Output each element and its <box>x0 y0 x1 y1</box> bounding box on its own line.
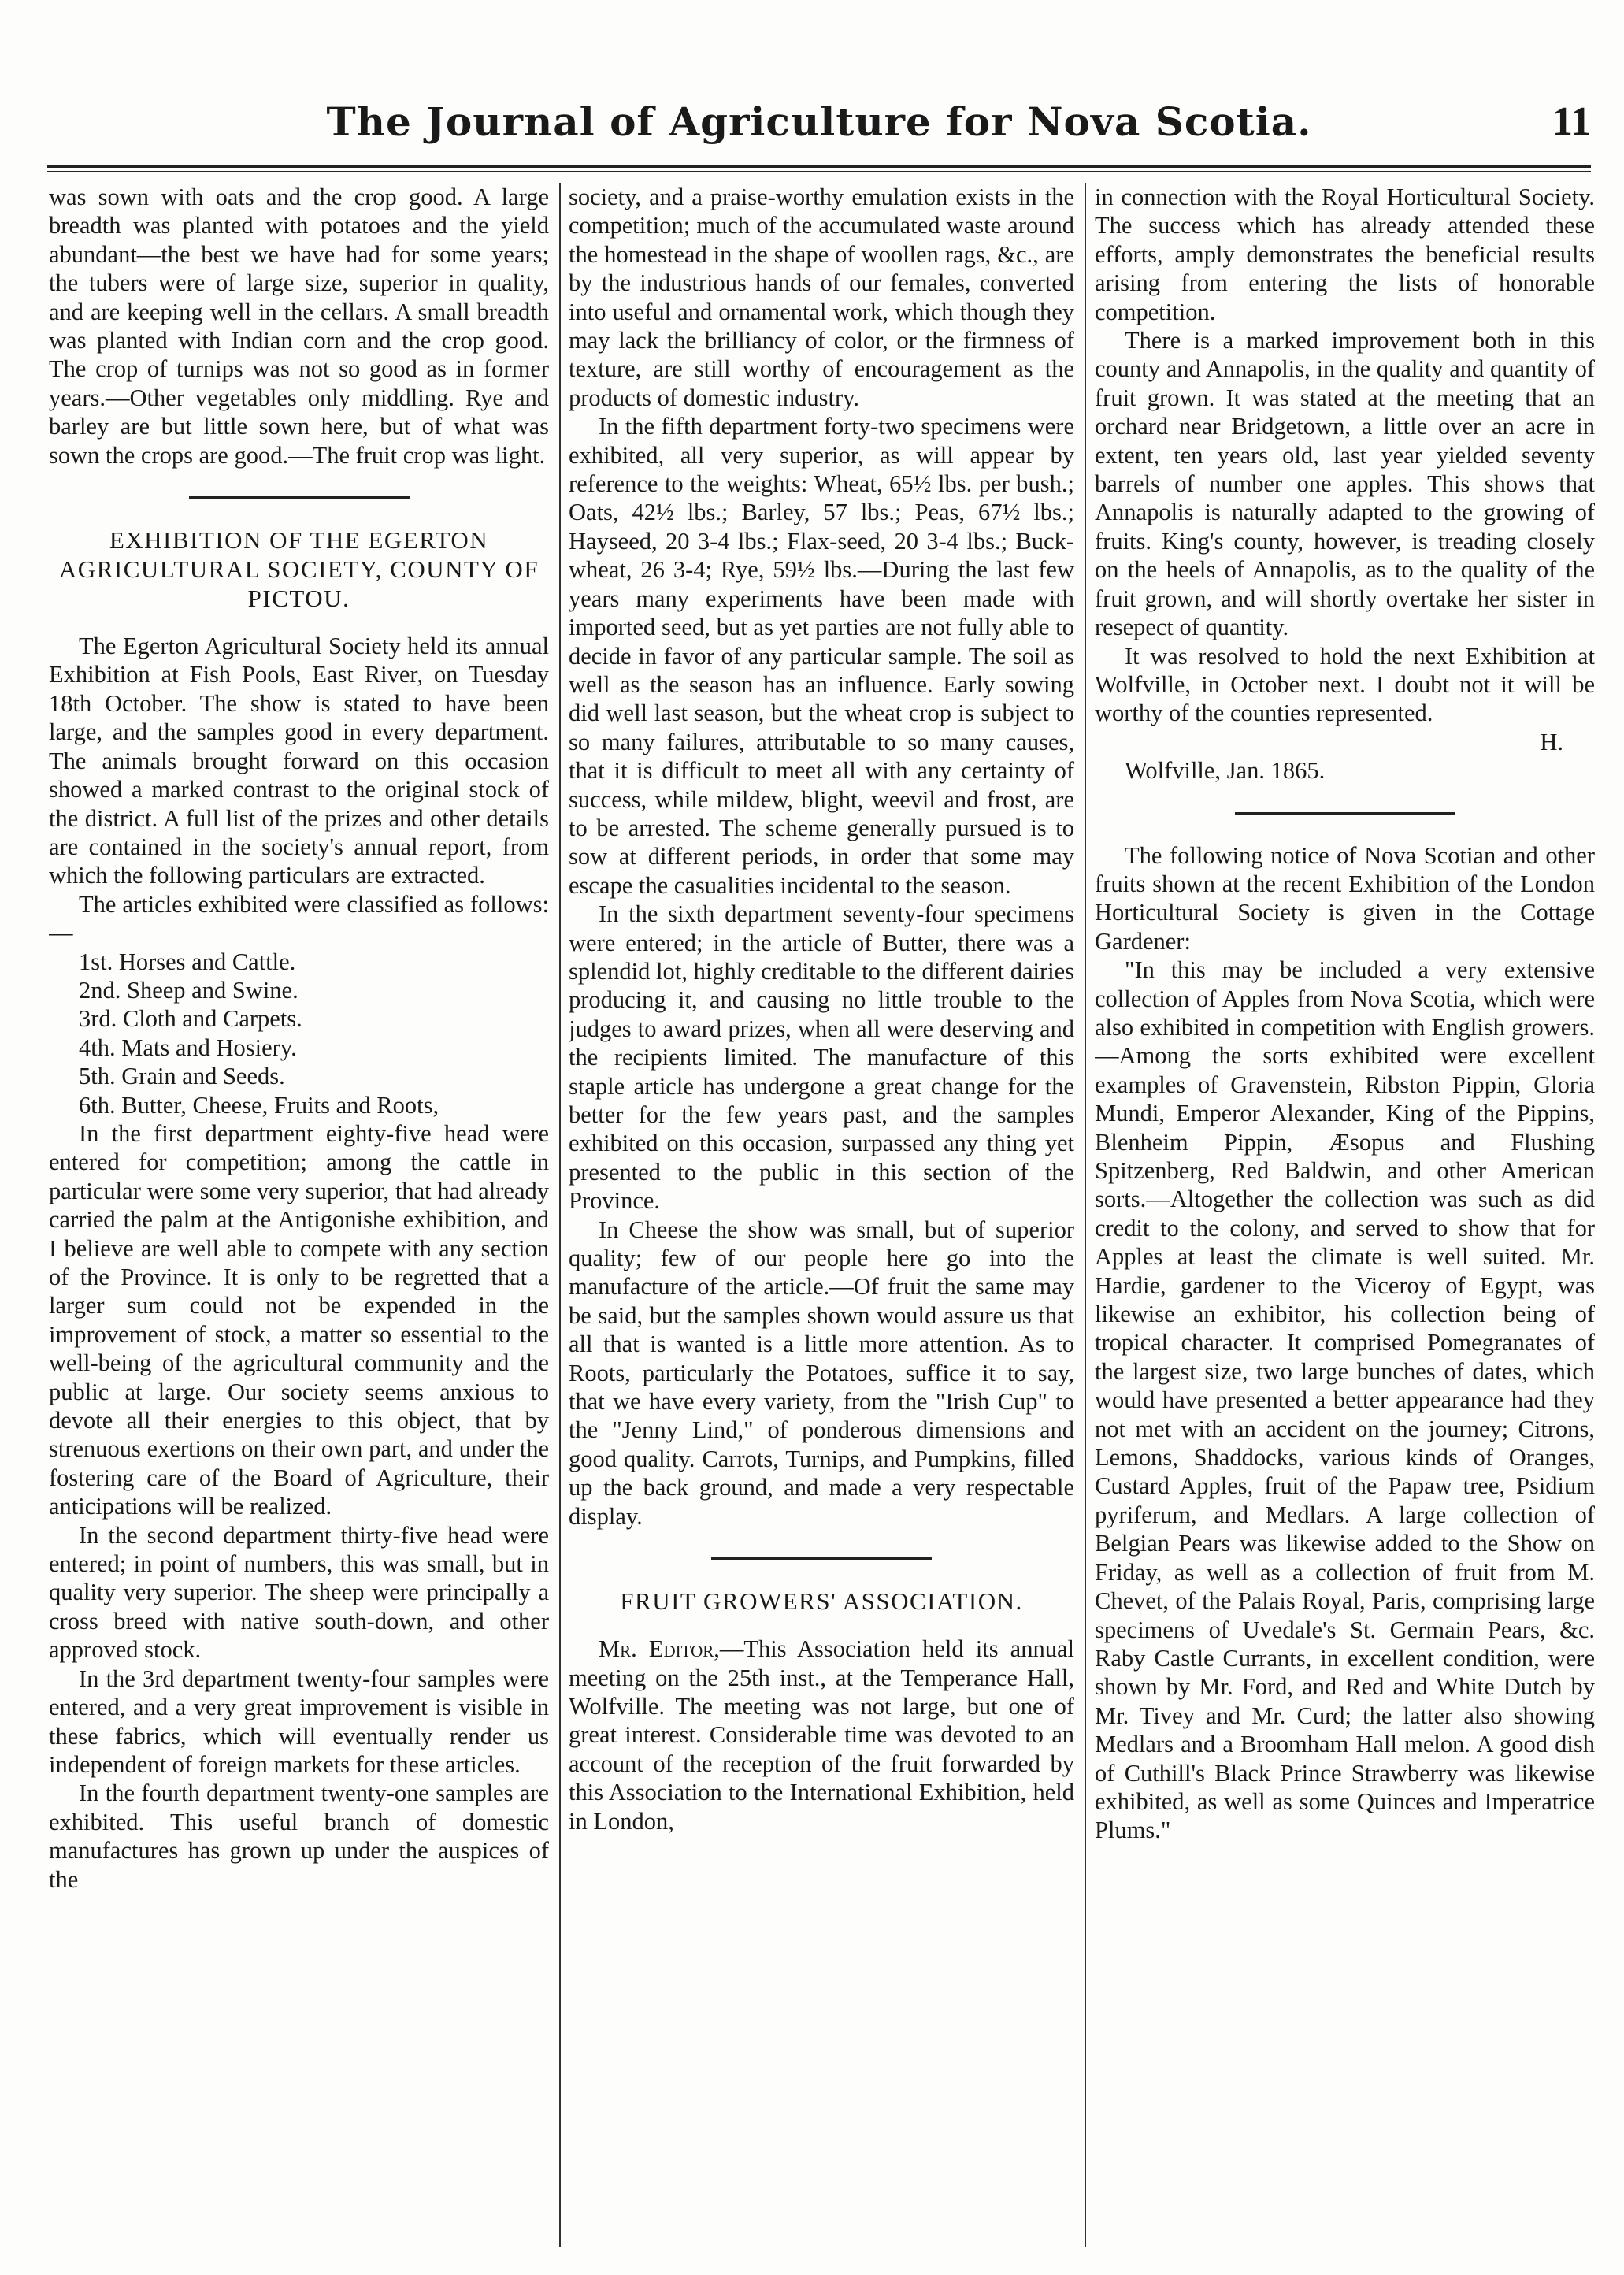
column-divider <box>559 183 561 2247</box>
paragraph: It was resolved to hold the next Exhibition at Wolfville, in October next. I doubt not it will be worthy of the counties represented. <box>1095 642 1595 727</box>
paragraph: In the second department thirty-five head were entered; in point of numbers, this was small, but in quality very superior. The sheep were principally a cross breed with native south-down, and other approved stock. <box>49 1521 549 1664</box>
header-rule <box>47 165 1591 168</box>
paragraph: The Egerton Agricultural Society held its annual Exhibition at Fish Pools, East River, on Tuesday 18th October. The show is stated to have been large, and the samples good in every department. The animals brought forward on this occasion showed a marked contrast to the original stock of the district. A full list of the prizes and other details are contained in the society's annual report, from which the following particulars are extracted. <box>49 633 549 889</box>
column-1 <box>49 183 549 2247</box>
section-divider <box>711 1557 932 1560</box>
dateline: Wolfville, Jan. 1865. <box>1125 757 1326 785</box>
signature: H. <box>1540 728 1563 755</box>
quoted-paragraph: "In this may be included a very extensive collection of Apples from Nova Scotia, which were also exhibited in competition with English growers.—Among the sorts exhibited were excellent examples of Gravenstein, Ribston Pippin, Gloria Mundi, Emperor Alexander, King of the Pippins, Blenheim Pippin, Æsopus and Flushing Spitzenberg, Red Baldwin, and other American sorts.—Altogether the collection was such as did credit to the colony, and served to show that for Apples at least the climate is well suited. Mr. Hardie, gardener to the Viceroy of Egypt, was likewise an exhibitor, his collection being of tropical character. It comprised Pomegranates of the largest size, two large bunches of dates, which would have presented a better appearance had they not met with an accident on the journey; Citrons, Lemons, Shaddocks, various kinds of Oranges, Custard Apples, fruit of the Papaw tree, Psidium pyriferum, and Medlars. A large collection of Belgian Pears was likewise added to the Show on Friday, as well as a collection of fruit from M. Chevet, of the Palais Royal, Paris, comprising large specimens of Uvedale's St. Germain Pears, &c. Raby Castle Currants, in excellent condition, were shown by Mr. Ford, and Red and White Dutch by Mr. Tivey and Mr. Curd; the latter also showing Medlars and a Broomham Hall melon. A good dish of Cuthill's Black Prince Strawberry was likewise exhibited, as well as some Quinces and Imperatrice Plums." <box>1095 956 1595 1844</box>
section-divider <box>1235 812 1455 815</box>
paragraph <box>569 1635 1074 1835</box>
paragraph: The articles exhibited were classified as follows:— <box>49 890 549 947</box>
paragraph: In the 3rd department twenty-four samples were entered, and a very great improvement is visible in these fabrics, which will eventually render us independent of foreign markets for these articles. <box>49 1664 549 1778</box>
paragraph: In the fifth department forty-two specimens were exhibited, all very superior, as will appear by reference to the weights: Wheat, 65½ lbs. per bush.; Oats, 42½ lbs.; Barley, 57 lbs.; Peas, 67½ lbs.; Hayseed, 20 3-4 lbs.; Flax-seed, 20 3-4 lbs.; Buck-wheat, 26 3-4; Rye, 59½ lbs.—During the last few years many experiments have been made with imported seed, but as yet parties are not fully able to decide in favor of any particular sample. The soil as well as the season has an influence. Early sowing did well last season, but the wheat crop is subject to so many failures, attributable to so many causes, that it is difficult to meet all with any certainty of success, while mildew, blight, weevil and frost, are to be arrested. The scheme generally pursued is to sow at different periods, in order that some may escape the casualities incidental to the season. <box>569 413 1074 899</box>
paragraph: was sown with oats and the crop good. A large breadth was planted with potatoes and the yield abundant—the best we have had for some years; the tubers were of large size, superior in quality, and are keeping well in the cellars. A small breadth was planted with Indian corn and the crop good. The crop of turnips was not so good as in former years.—Other vegetables only middling. Rye and barley are but little sown here, but of what was sown the crops are good.—The fruit crop was light. <box>49 184 549 469</box>
article-heading: EXHIBITION OF THE EGERTON AGRICULTURAL SOCIETY, COUNTY OF PICTOU. <box>58 526 539 613</box>
header-rule-thin <box>47 171 1591 172</box>
paragraph: society, and a praise-worthy emulation exists in the competition; much of the accumulated waste around the homestead in the shape of woollen rags, &c., are by the industrious hands of our females, converted into useful and ornamental work, which though they may lack the brilliancy of color, or the firmness of texture, are still worthy of encouragement as the products of domestic industry. <box>569 184 1074 411</box>
article-heading: FRUIT GROWERS' ASSOCIATION. <box>620 1587 1023 1616</box>
paragraph: There is a marked improvement both in this county and Annapolis, in the quality and quantity of fruit grown. It was stated at the meeting that an orchard near Bridgetown, a little over an acre in extent, ten years old, last year yielded seventy barrels of number one apples. This shows that Annapolis is naturally adapted to the growing of fruits. King's county, however, is treading closely on the heels of Annapolis, as to the quality of the fruit grown, and will shortly overtake her sister in resepect of quantity. <box>1095 327 1595 641</box>
section-divider <box>189 496 410 499</box>
column-2 <box>569 183 1074 2247</box>
journal-title: The Journal of Agriculture for Nova Scotia. <box>326 98 1312 145</box>
list-item: 4th. Mats and Hosiery. <box>79 1034 297 1061</box>
classification-list <box>49 948 549 1119</box>
salutation: Mr. Editor, <box>599 1635 720 1663</box>
column-divider <box>1085 183 1086 2247</box>
column-3 <box>1095 183 1595 2247</box>
page-number: 11 <box>1552 99 1591 144</box>
running-head <box>47 98 1591 161</box>
paragraph-text: —This Association held its annual meeting on the 25th inst., at the Temperance Hall, Wolfville. The meeting was not large, but one of great interest. Considerable time was devoted to an account of the reception of the fruit forwarded by this Association to the International Exhibition, held in London, <box>569 1635 1074 1835</box>
paragraph: In Cheese the show was small, but of superior quality; few of our people here go into the manufacture of the article.—Of fruit the same may be said, but the samples shown would assure us that all that is wanted is a little more attention. As to Roots, particularly the Potatoes, suffice it to say, that we have every variety, from the "Irish Cup" to the "Jenny Lind," of ponderous dimensions and good quality. Carrots, Turnips, and Pumpkins, filled up the back ground, and made a very respectable display. <box>569 1215 1074 1530</box>
paragraph: in connection with the Royal Horticultural Society. The success which has already attended these efforts, amply demonstrates the beneficial results arising from entering the lists of honorable competition. <box>1095 184 1595 325</box>
list-item: 6th. Butter, Cheese, Fruits and Roots, <box>79 1091 439 1119</box>
paragraph: The following notice of Nova Scotian and other fruits shown at the recent Exhibition of the London Horticultural Society is given in the Cottage Gardener: <box>1095 841 1595 955</box>
paragraph: In the first department eighty-five head were entered for competition; among the cattle in particular were some very superior, that had already carried the palm at the Antigonishe exhibition, and I believe are well able to compete with any section of the Province. It is only to be regretted that a larger sum could not be expended in the improvement of stock, a matter so essential to the well-being of the agricultural community and the public at large. Our society seems anxious to devote all their energies to this object, that by strenuous exertions on their own part, and under the fostering care of the Board of Agriculture, their anticipations will be realized. <box>49 1119 549 1520</box>
list-item: 3rd. Cloth and Carpets. <box>79 1005 302 1033</box>
list-item: 2nd. Sheep and Swine. <box>79 976 298 1004</box>
paragraph: In the fourth department twenty-one samples are exhibited. This useful branch of domestic manufactures has grown up under the auspices of the <box>49 1780 549 1893</box>
paragraph: In the sixth department seventy-four specimens were entered; in the article of Butter, there was a splendid lot, highly creditable to the different dairies producing it, and causing no little trouble to the judges to award prizes, when all were deserving and the recipients limited. The manufacture of this staple article has undergone a great change for the better for the few years past, and the samples exhibited on this occasion, surpassed any thing yet presented to the public in this section of the Province. <box>569 900 1074 1215</box>
list-item: 1st. Horses and Cattle. <box>79 948 296 975</box>
list-item: 5th. Grain and Seeds. <box>79 1063 285 1090</box>
